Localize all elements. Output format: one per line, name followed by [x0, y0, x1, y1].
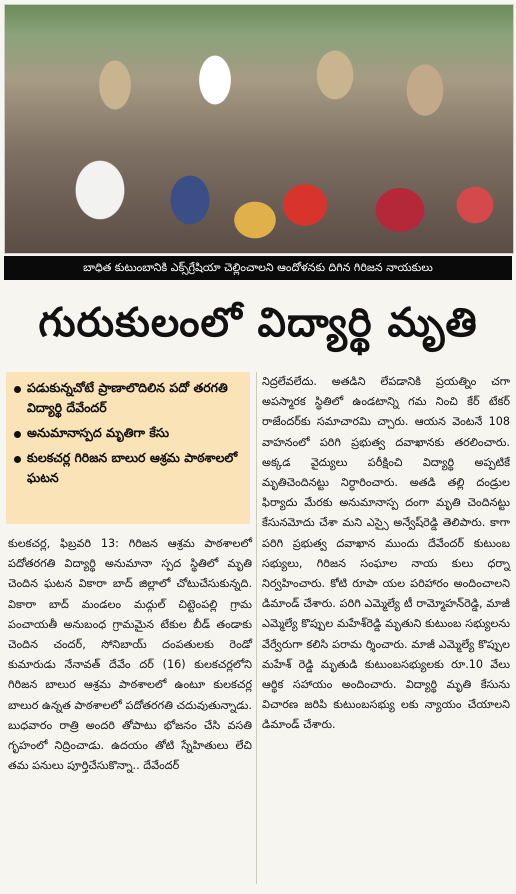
highlight-text: పడుకున్నచోటే ప్రాణాలొదిలిన పదో తరగతి విద్యార్థి దేవేందర్	[27, 380, 228, 415]
article-body-right	[262, 372, 510, 736]
highlight-item	[12, 423, 244, 443]
headline: గురుకులంలో విద్యార్థి మృతి	[38, 300, 478, 346]
bullet-icon	[14, 386, 21, 393]
highlights-box	[6, 372, 250, 524]
photo-caption: బాధిత కుటుంబానికి ఎక్స్‌గ్రేషియా చెల్లించాలని ఆందోళనకు దిగిన గిరిజన నాయకులు	[4, 256, 512, 280]
news-photo	[4, 4, 514, 254]
bullet-icon	[14, 431, 21, 438]
highlight-text: కులకచర్ల గిరిజన బాలుర ఆశ్రమ పాఠశాలలో ఘటన	[27, 450, 238, 485]
highlight-item	[12, 378, 244, 418]
column-divider	[256, 372, 257, 884]
highlight-text: అనుమానాస్పద మృతిగా కేసు	[27, 425, 170, 440]
article-paragraph: నిద్రలేవలేదు. అతడిని లేపడానికి ప్రయత్నిం చగా అపస్మారక స్థితిలో ఉండటాన్ని గమ నించి కేర్ టేకర్ రాజేందర్‌కు సమాచారమి చ్చారు. ఆయన వెంటనే 108 వాహనంలో పరిగి ప్రభుత్వ దవాఖానకు తరలించారు. అక్కడ వైద్యులు పరీక్షించి విద్యార్థి అప్పటికే మృతిచెందినట్టు నిర్ధారించారు. అతడి తల్లి దండ్రుల ఫిర్యాదు మేరకు అనుమానాస్ప దంగా మృతి చెందినట్టు కేసునమోదు చేశా మని ఎస్సై అన్వేష్‌రెడ్డి తెలిపారు. కాగా పరిగి ప్రభుత్వ దవాఖాన ముందు దేవేందర్ కుటుంబ సభ్యులు, గిరిజన సంఘాల నాయ కులు ధర్నా నిర్వహించారు. కోటి రూపా యల పరిహారం అందించాలని డిమాండ్ చేశారు. పరిగి ఎమ్మెల్యే టీ రామ్మోహన్‌రెడ్డి, మాజీ ఎమ్మెల్యే కొప్పుల మహేశ్‌రెడ్డి మృతుని కుటుంబ సభ్యులను వేర్వేరుగా కలిసి పరామ ర్శించారు. మాజీ ఎమ్మెల్యే కొప్పుల మహేశ్ రెడ్డి మృతుడి కుటుంబసభ్యులకు రూ.10 వేలు ఆర్థిక సహాయం అందించారు. విద్యార్థి మృతి కేసును విచారణ జరిపి కుటుంబసభ్యు లకు న్యాయం చేయాలని డిమాండ్ చేశారు.	[262, 375, 510, 732]
article-paragraph: కులకచర్ల, ఫిబ్రవరి 13: గిరిజన ఆశ్రమ పాఠశాలలో పదోతరగతి విద్యార్థి అనుమానా స్పద స్థితిలో మృతి చెందిన ఘటన వికారా బాద్ జిల్లాలో చోటుచేసుకున్నది. వికారా బాద్ మండలం మద్గుల్ చిట్టెంపల్లి గ్రామ పంచాయతీ అనుబంధ గ్రామమైన టేకుల బీడ్ తండాకు చెందిన చందర్, సోనిబాయ్ దంపతులకు రెండో కుమారుడు నేనావత్ దేవేం దర్ (16) కులకచర్లలోని గిరిజన బాలుర ఆశ్రమ పాఠశాలలో ఉంటూ కులకచర్ల బాలుర ఉన్నత పాఠశాలలో పదోతరగతి చదువుతున్నాడు. బుధవారం రాత్రి అందరి తోపాటు భోజనం చేసి వసతి గృహంలో నిద్రించాడు. ఉదయం తోటి స్నేహితులు లేచి తమ పనులు పూర్తిచేసుకొన్నా.. దేవేందర్	[8, 537, 252, 773]
highlight-item	[12, 448, 244, 488]
bullet-icon	[14, 456, 21, 463]
article-body-left	[8, 534, 252, 776]
